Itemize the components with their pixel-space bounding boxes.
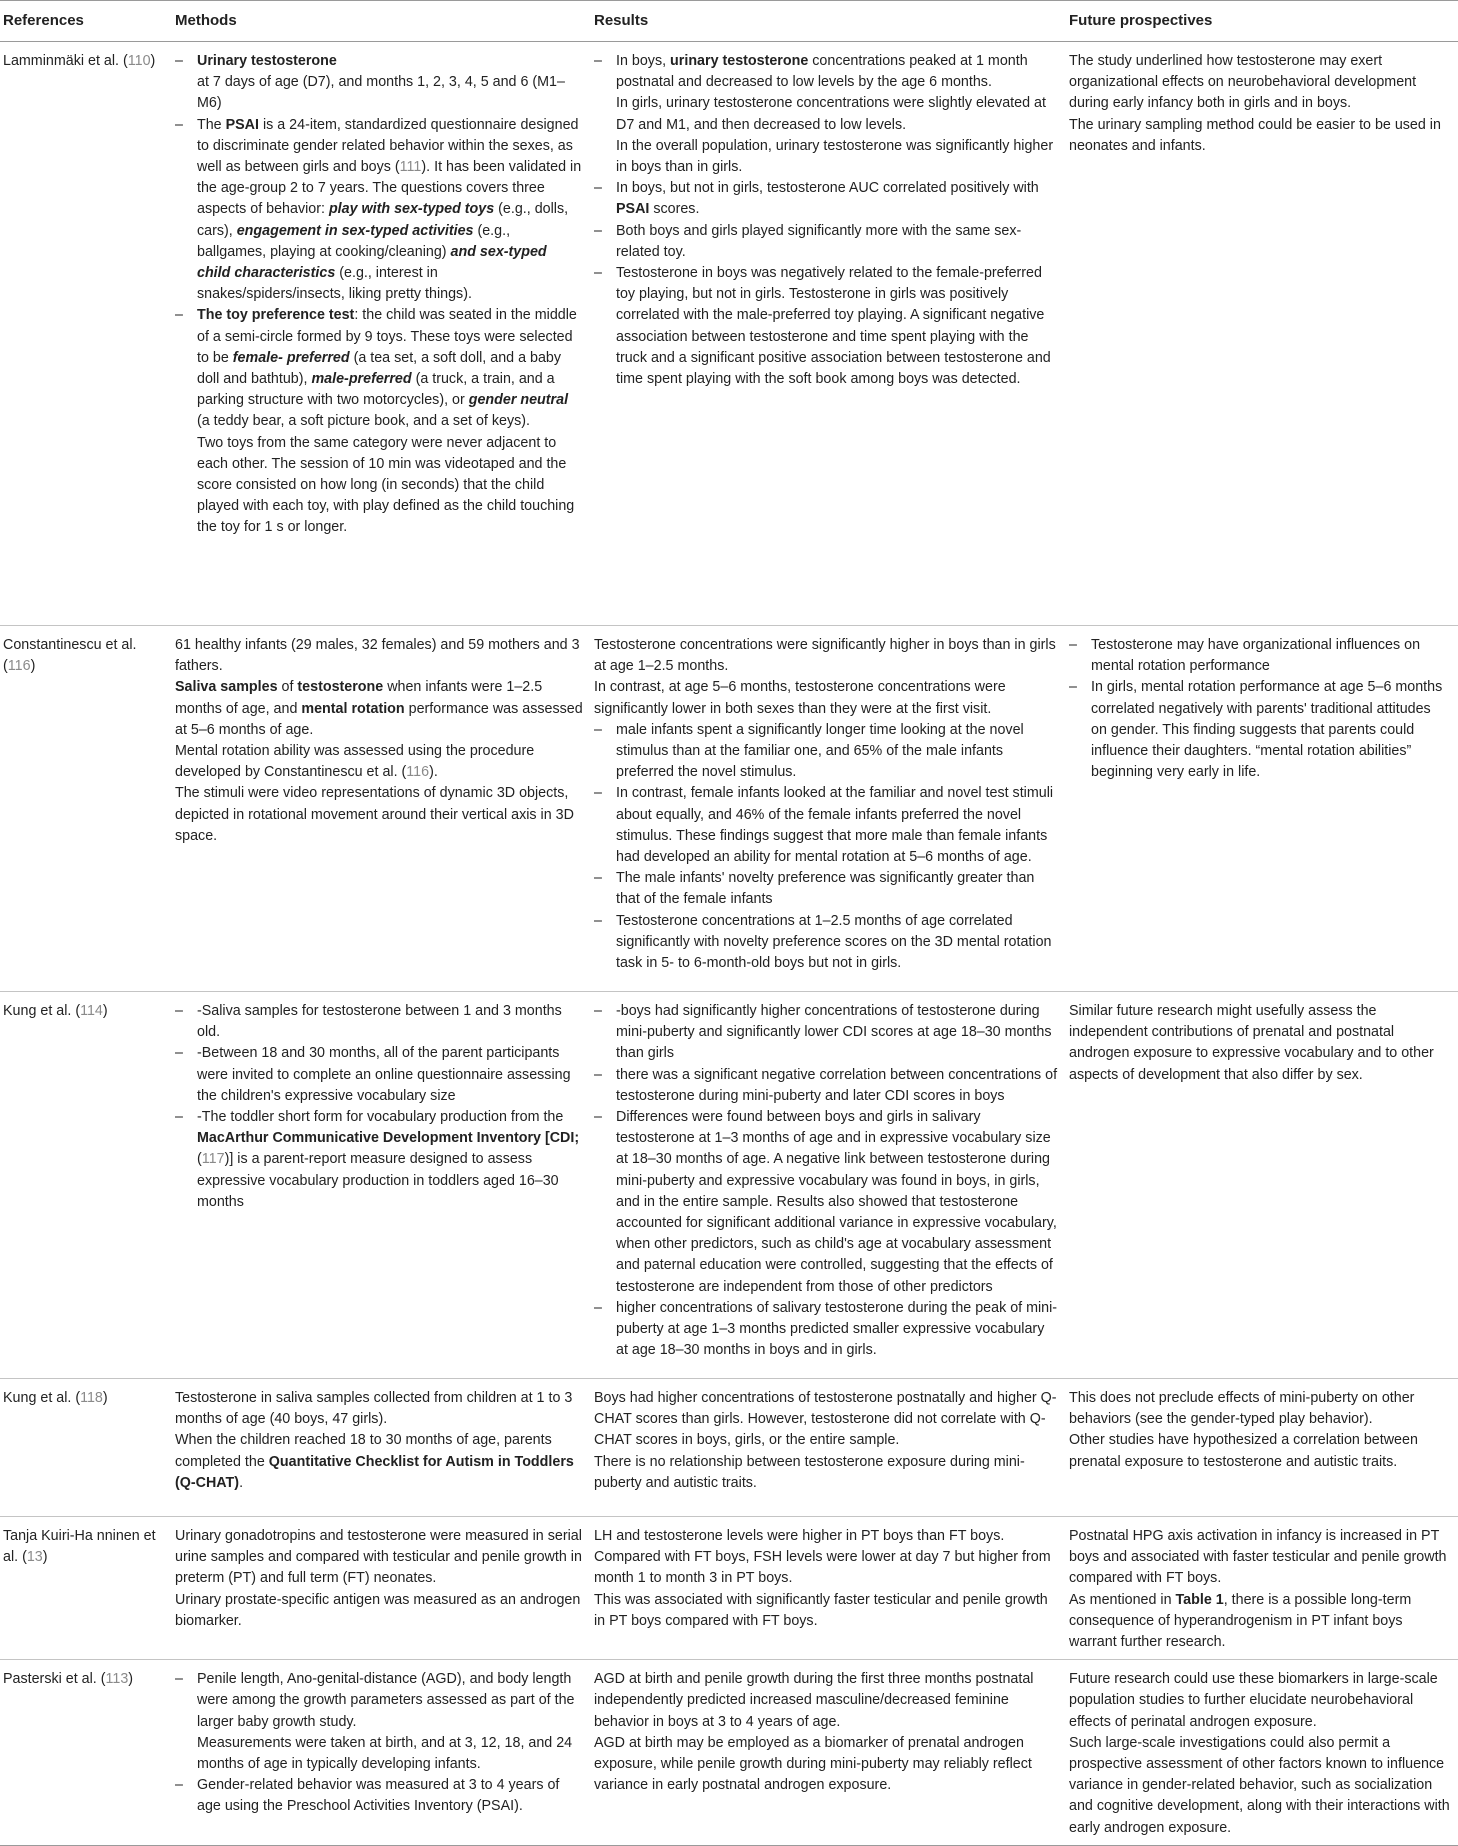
future-cell: – Testosterone may have organizational influences on mental rotation performance – In girls, mental rotation performance at age 5–6 months correlated negatively with parents' traditional attitudes on gender. This finding suggests that parents could influence their daughters. “mental rotation abilities” beginning very early in life. — [1069, 637, 1443, 781]
future-cell: Similar future research might usefully assess the independent contributions of prenatal and postnatal androgen exposure to expressive vocabulary and to other aspects of development that also differ by sex. — [1069, 1003, 1434, 1083]
methods-cell: Testosterone in saliva samples collected from children at 1 to 3 months of age (40 boys, 47 girls). When the children reached 18 to 30 months of age, parents completed the Quantitative Checklist for Autism in Toddlers (Q-CHAT). — [175, 1390, 574, 1491]
bullet-dash: – — [175, 1045, 183, 1062]
bullet-dash: – — [175, 116, 183, 133]
table-row — [0, 42, 1458, 626]
table-row — [0, 992, 1458, 1379]
methods-cell: Urinary gonadotropins and testosterone were measured in serial urine samples and compared with testicular and penile growth in preterm (PT) and full term (FT) neonates. Urinary prostate-specific antigen was measured as an androgen biomarker. — [175, 1528, 582, 1629]
bullet-dash: – — [175, 1003, 183, 1019]
reference-cell: Tanja Kuiri-Ha nninen et al. (13) — [3, 1528, 156, 1566]
bullet-dash: – — [594, 870, 602, 887]
bullet-dash: – — [594, 1066, 602, 1083]
results-cell: Testosterone concentrations were significantly higher in boys than in girls at age 1–2.5 months. In contrast, at age 5–6 months, testosterone concentrations were significantly lower in both sexes than they were at the first visit. – male infants spent a significantly longer time looking at the novel stimulus than at the familiar one, and 65% of the male infants preferred the novel stimulus. – In contrast, female infants looked at the familiar and novel test stimuli about equally, and 46% of the female infants preferred the novel stimulus. These findings suggest that more male than female infants had developed an ability for mental rotation at 5–6 months of age. – The male infants' novelty preference was significantly greater than that of the female infants – Testosterone concentrations at 1–2.5 months of age correlated significantly with novelty preference scores on the 3D mental rotation task in 5- to 6-month-old boys but not in girls. — [594, 637, 1056, 972]
bullet-dash: – — [175, 1671, 183, 1688]
future-cell: The study underlined how testosterone may exert organizational effects on neurobehavioral development during early infancy both in girls and in boys. The urinary sampling method could be easier to be used in neonates and infants. — [1069, 53, 1441, 154]
future-cell: Postnatal HPG axis activation in infancy is increased in PT boys and associated with faster testicular and penile growth compared with FT boys. As mentioned in Table 1, there is a possible long-term consequence of hyperandrogenism in PT infant boys warrant further research. — [1069, 1528, 1447, 1651]
bullet-dash: – — [594, 721, 602, 738]
bullet-dash: – — [1069, 637, 1077, 653]
bullet-dash: – — [594, 1299, 602, 1316]
reference-cell: Kung et al. (118) — [3, 1390, 108, 1406]
bullet-dash: – — [594, 912, 602, 929]
future-cell: This does not preclude effects of mini-puberty on other behaviors (see the gender-typed play behavior). Other studies have hypothesized a correlation between prenatal exposure to testosterone and autistic traits. — [1069, 1390, 1418, 1470]
citation-link[interactable]: 13 — [26, 1549, 43, 1566]
bullet-dash: – — [594, 222, 602, 239]
methods-cell: – Penile length, Ano-genital-distance (AGD), and body length were among the growth parameters assessed as part of the larger baby growth study. Measurements were taken at birth, and at 3, 12, 18, and 24 months of age in typically developing infants. – Gender-related behavior was measured at 3 to 4 years of age using the Preschool Activities Inventory (PSAI). — [175, 1671, 575, 1815]
citation-link[interactable]: 114 — [80, 1003, 103, 1019]
bullet-dash: – — [594, 1003, 602, 1019]
citation-link[interactable]: 118 — [80, 1390, 103, 1406]
table-row — [0, 1379, 1458, 1517]
results-cell: – -boys had significantly higher concentrations of testosterone during mini-puberty and significantly lower CDI scores at age 18–30 months than girls – there was a significant negative correlation between concentrations of testosterone during mini-puberty and later CDI scores in boys – Differences were found between boys and girls in salivary testosterone at 1–3 months of age and in expressive vocabulary size at 18–30 months of age. A negative link between testosterone during mini-puberty and expressive vocabulary was found in boys, in girls, and in the entire sample. Results also showed that testosterone accounted for significant additional variance in expressive vocabulary, when other predictors, such as child's age at vocabulary assessment and paternal education were controlled, suggesting that the effects of testosterone are independent from those of other predictors – higher concentrations of salivary testosterone during the peak of mini-puberty at age 1–3 months predicted smaller expressive vocabulary at age 18–30 months in boys and in girls. — [594, 1003, 1058, 1359]
citation-link[interactable]: 111 — [399, 159, 422, 176]
citation-link[interactable]: 116 — [7, 658, 31, 675]
bullet-dash: – — [175, 53, 183, 69]
bullet-dash: – — [594, 180, 602, 197]
results-cell: AGD at birth and penile growth during the first three months postnatal independently predicted increased masculine/decreased feminine behavior in boys at 3 to 4 years of age. AGD at birth may be employed as a biomarker of prenatal androgen exposure, while penile growth during mini-puberty may reliably reflect variance in early postnatal androgen exposure. — [594, 1671, 1034, 1794]
bullet-dash: – — [594, 785, 602, 802]
future-cell: Future research could use these biomarkers in large-scale population studies to further elucidate neurobehavioral effects of perinatal androgen exposure. Such large-scale investigations could also permit a prospective assessment of other factors known to influence variance in gender-related behavior, such as socialization and cognitive development, along with their interactions with early androgen exposure. — [1069, 1671, 1450, 1836]
bullet-dash: – — [1069, 679, 1077, 696]
table-row — [0, 1517, 1458, 1660]
header-references: References — [3, 12, 84, 30]
results-cell: – In boys, urinary testosterone concentrations peaked at 1 month postnatal and decreased to low levels by the age 6 months. In girls, urinary testosterone concentrations were slightly elevated at D7 and M1, and then decreased to low levels. In the overall population, urinary testosterone was significantly higher in boys than in girls. – In boys, but not in girls, testosterone AUC correlated positively with PSAI scores. – Both boys and girls played significantly more with the same sex-related toy. – Testosterone in boys was negatively related to the female-preferred toy playing, but not in girls. Testosterone in girls was positively correlated with the male-preferred toy playing. A significant negative association between testosterone and time spent playing with the truck and a significant positive association between testosterone and time spent playing with the soft book among boys was detected. — [594, 53, 1054, 388]
header-methods: Methods — [175, 12, 237, 30]
table-row — [0, 626, 1458, 992]
bullet-dash: – — [594, 53, 602, 69]
table-row — [0, 1660, 1458, 1846]
results-cell: Boys had higher concentrations of testosterone postnatally and higher Q-CHAT scores than girls. However, testosterone did not correlate with Q-CHAT scores in boys, girls, or the entire sample. There is no relationship between testosterone exposure during mini-puberty and autistic traits. — [594, 1390, 1057, 1491]
reference-cell: Constantinescu et al. (116) — [3, 637, 137, 675]
bullet-dash: – — [594, 1109, 602, 1126]
citation-link[interactable]: 110 — [127, 53, 151, 69]
reference-cell: Pasterski et al. (113) — [3, 1671, 134, 1688]
results-cell: LH and testosterone levels were higher in PT boys than FT boys. Compared with FT boys, FSH levels were lower at day 7 but higher from month 1 to month 3 in PT boys. This was associated with significantly faster testicular and penile growth in PT boys compared with FT boys. — [594, 1528, 1051, 1629]
bullet-dash: – — [175, 1777, 183, 1794]
citation-link[interactable]: 113 — [105, 1671, 129, 1688]
bullet-dash: – — [175, 1109, 183, 1126]
methods-cell: 61 healthy infants (29 males, 32 females) and 59 mothers and 3 fathers. Saliva samples of testosterone when infants were 1–2.5 months of age, and mental rotation performance was assessed at 5–6 months of age. Mental rotation ability was assessed using the procedure developed by Constantinescu et al. (116). The stimuli were video representations of dynamic 3D objects, depicted in rotational movement around their vertical axis in 3D space. — [175, 637, 583, 844]
bullet-dash: – — [594, 265, 602, 282]
citation-link[interactable]: 117 — [201, 1151, 225, 1168]
reference-cell: Lamminmäki et al. (110) — [3, 53, 156, 69]
table-header-row — [0, 1, 1458, 42]
citation-link[interactable]: 116 — [406, 764, 430, 781]
methods-cell: – -Saliva samples for testosterone between 1 and 3 months old. – -Between 18 and 30 months, all of the parent participants were invited to complete an online questionnaire assessing the children's expressive vocabulary size – -The toddler short form for vocabulary production from the MacArthur Communicative Development Inventory [CDI; (117)] is a parent-report measure designed to assess expressive vocabulary production in toddlers aged 16–30 months — [175, 1003, 580, 1210]
header-future: Future prospectives — [1069, 12, 1213, 30]
header-results: Results — [594, 12, 649, 30]
bullet-dash: – — [175, 307, 183, 324]
reference-cell: Kung et al. (114) — [3, 1003, 108, 1019]
methods-cell: – Urinary testosterone at 7 days of age (D7), and months 1, 2, 3, 4, 5 and 6 (M1–M6) – The PSAI is a 24-item, standardized questionnaire designed to discriminate gender related behavior within the sexes, as well as between girls and boys (111). It has been validated in the age-group 2 to 7 years. The questions covers three aspects of behavior: play with sex-typed toys (e.g., dolls, cars), engagement in sex-typed activities (e.g., ballgames, playing at cooking/cleaning) and sex-typed child characteristics (e.g., interest in snakes/spiders/insects, liking pretty things). – The toy preference test: the child was seated in the middle of a semi-circle formed by 9 toys. These toys were selected to be female- preferred (a tea set, a soft doll, and a baby doll and bathtub), male-preferred (a truck, a train, and a parking structure with two motorcycles), or gender neutral (a teddy bear, a soft picture book, and a set of keys). Two toys from the same category were never adjacent to each other. The session of 10 min was videotaped and the score consisted on how long (in seconds) that the child played with each toy, with play defined as the child touching the toy for 1 s or longer. — [175, 53, 582, 536]
